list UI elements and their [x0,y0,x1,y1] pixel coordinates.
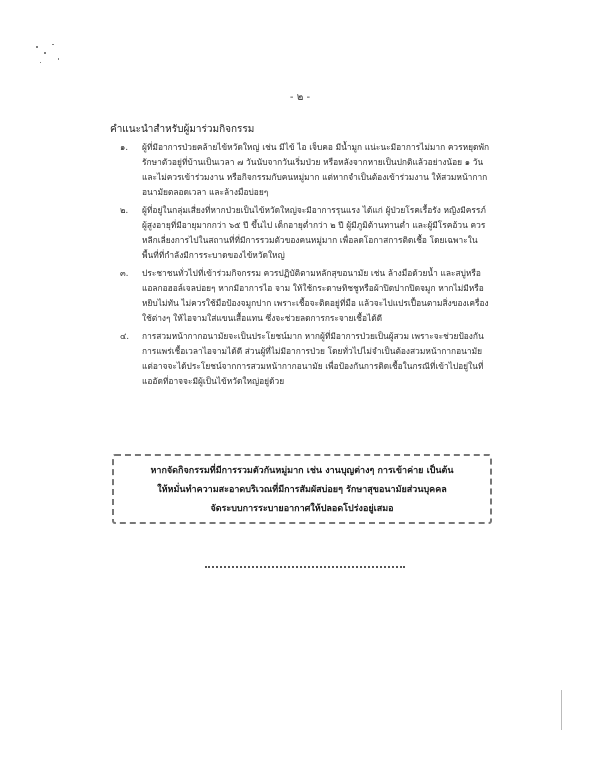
list-item [120,140,490,200]
scan-speck [36,46,38,48]
scan-speck [58,58,59,60]
notice-line: จัดระบบการระบายอากาศให้ปลอดโปร่งอยู่เสมอ [210,504,394,514]
list-item [120,329,490,389]
recommendation-list [120,140,490,392]
item-number: ๓. [120,268,129,278]
item-number: ๒. [120,205,129,215]
page-number: - ๒ - [289,92,311,103]
notice-line: ให้หมั่นทำความสะอาดบริเวณที่มีการสัมผัสบ่อยๆ รักษาสุขอนามัยส่วนบุคคล [157,485,447,495]
list-item [120,203,490,263]
scan-edge-line [561,690,562,730]
item-text: ผู้ที่อยู่ในกลุ่มเสี่ยงที่หากป่วยเป็นไข้หวัดใหญ่จะมีอาการรุนแรง ได้แก่ ผู้ป่วยโรคเรื้อรัง หญิงมีครรภ์ ผู้สูงอายุที่มีอายุมากกว่า ๖๕ ปี ขึ้นไป เด็กอายุต่ำกว่า ๒ ปี ผู้มีภูมิต้านทานต่ำ และผู้มีโรคอ้วน ควรหลีกเลี่ยงการไปในสถานที่ที่มีการรวมตัวของคนหมู่มาก เพื่อลดโอกาสการติดเชื้อ โดยเฉพาะในพื้นที่ที่กำลังมีการระบาดของไข้หวัดใหญ่ [142,205,486,260]
item-text: ผู้ที่มีอาการป่วยคล้ายไข้หวัดใหญ่ เช่น มีไข้ ไอ เจ็บคอ มีน้ำมูก แน่ะนะมีอาการไม่มาก ควรหยุดพักรักษาตัวอยู่ที่บ้านเป็นเวลา ๗ วันนับจากวันเริ่มป่วย หรือหลังจากหายเป็นปกติแล้วอย่างน้อย ๑ วัน และไม่ควรเข้าร่วมงาน หรือกิจกรรมกับคนหมู่มาก แต่หากจำเป็นต้องเข้าร่วมงาน ให้สวมหน้ากากอนามัยตลอดเวลา และล้างมือบ่อยๆ [142,142,490,197]
scan-speck [40,62,41,63]
scan-speck [52,44,54,45]
list-item [120,266,490,326]
section-heading: คำแนะนำสำหรับผู้มาร่วมกิจกรรม [110,124,255,135]
item-text: การสวมหน้ากากอนามัยจะเป็นประโยชน์มาก หากผู้ที่มีอาการป่วยเป็นผู้สวม เพราะจะช่วยป้องกันการแพร่เชื้อเวลาไอจามได้ดี ส่วนผู้ที่ไม่มีอาการป่วย โดยทั่วไปไม่จำเป็นต้องสวมหน้ากากอนามัย แต่อาจจะได้ประโยชน์จากการสวมหน้ากากอนามัย เพื่อป้องกันการติดเชื้อในกรณีที่เข้าไปอยู่ในที่แออัดที่อาจจะมีผู้เป็นไข้หวัดใหญ่อยู่ด้วย [142,331,484,386]
item-number: ๔. [120,331,130,341]
notice-box [112,454,492,524]
scan-speck [44,52,46,54]
notice-line: หากจัดกิจกรรมที่มีการรวมตัวกันหมู่มาก เช่น งานบุญต่างๆ การเข้าค่าย เป็นต้น [150,466,454,476]
item-text: ประชาชนทั่วไปที่เข้าร่วมกิจกรรม ควรปฏิบัติตามหลักสุขอนามัย เช่น ล้างมือด้วยน้ำ และสบู่หรือแอลกอฮอล์เจลบ่อยๆ หากมีอาการไอ จาม ให้ใช้กระดาษทิชชูหรือผ้าปิดปากปิดจมูก หากไม่มีหรือหยิบไม่ทัน ไม่ควรใช้มือป้องจมูกปาก เพราะเชื้อจะติดอยู่ที่มือ แล้วจะไปแปรเปื้อนตามสิ่งของเครื่องใช้ต่างๆ ให้ไอจามใส่แขนเสื้อแทน ซึ่งจะช่วยลดการกระจายเชื้อได้ดี [142,268,489,323]
item-number: ๑. [120,142,128,152]
end-divider [205,566,405,568]
